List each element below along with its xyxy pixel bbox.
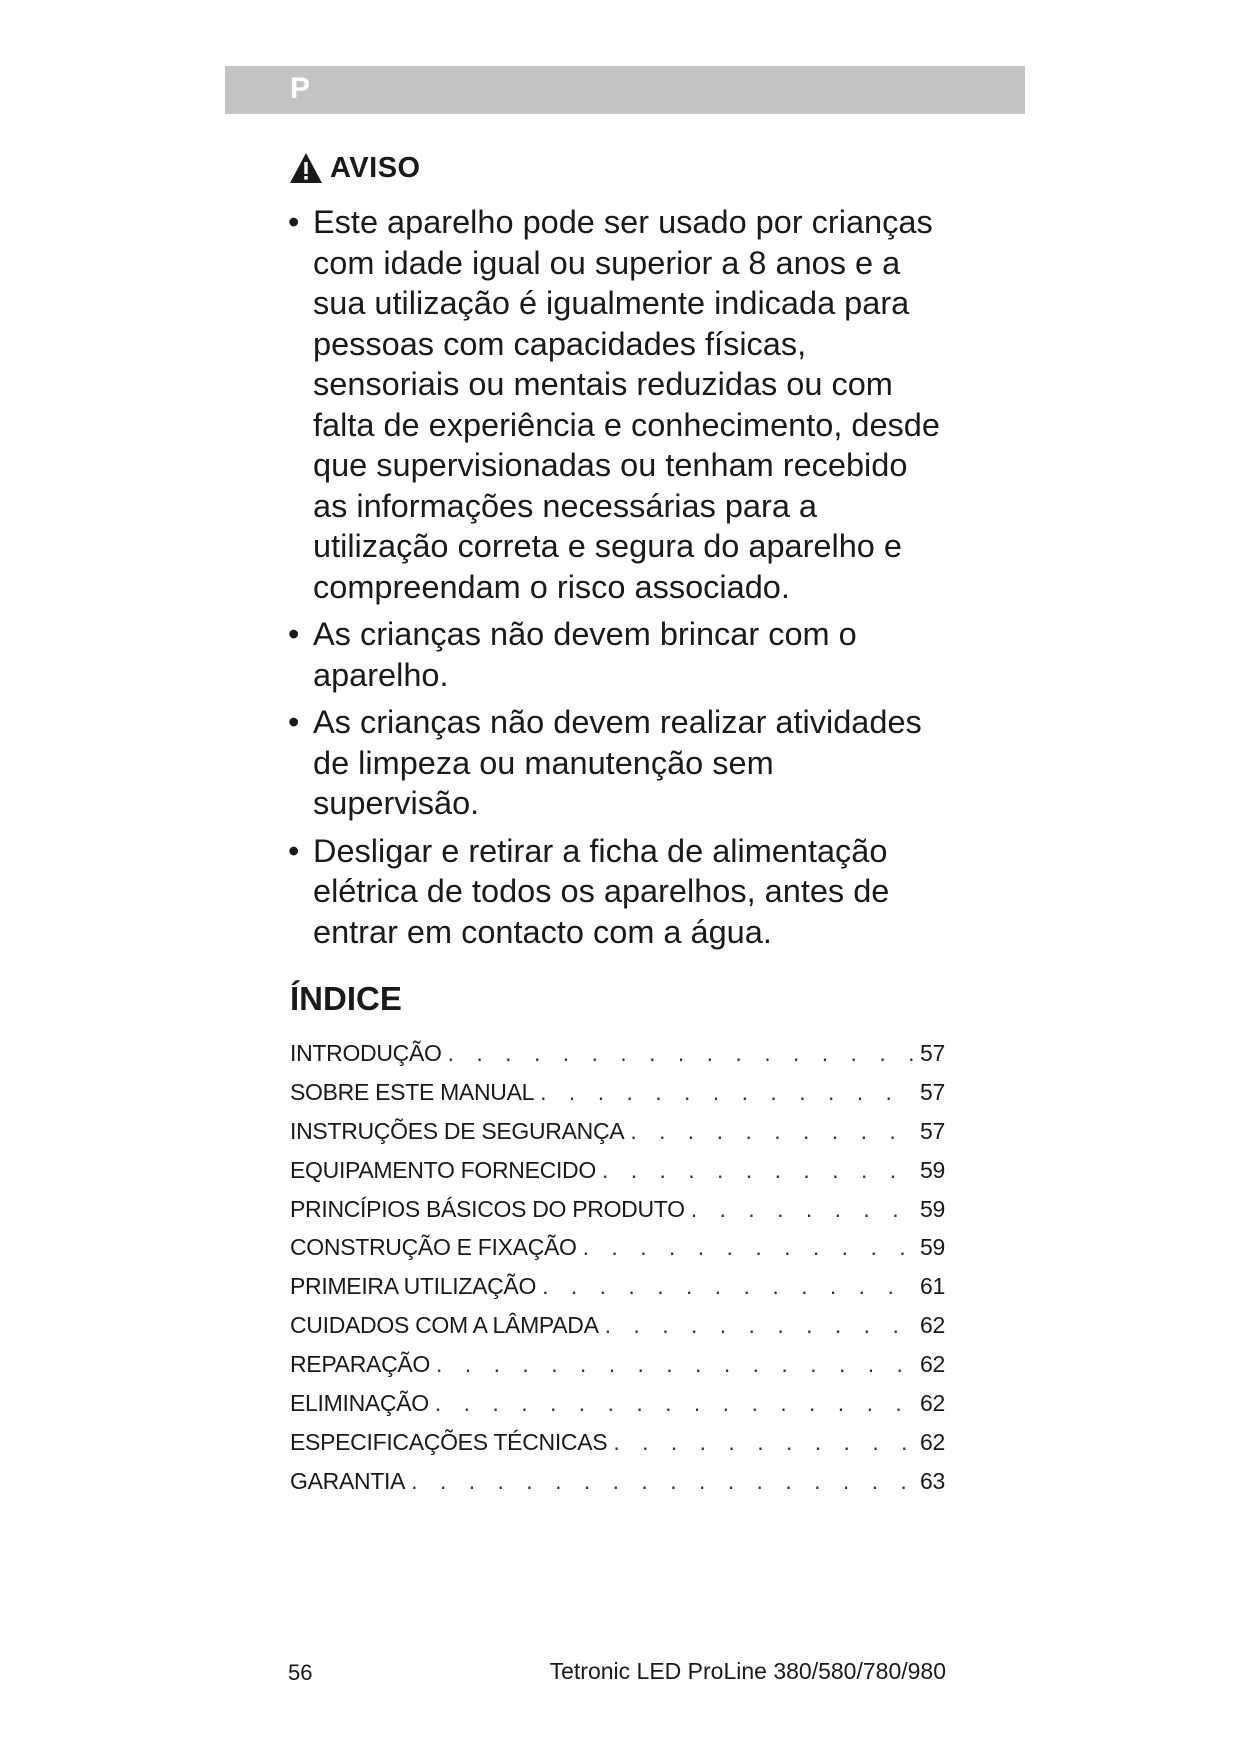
toc-leader	[411, 1462, 914, 1501]
language-letter: P	[290, 72, 311, 105]
toc-entry[interactable]	[290, 1190, 945, 1229]
language-bar	[225, 66, 1025, 114]
product-model: Tetronic LED ProLine 380/580/780/980	[549, 1658, 946, 1684]
toc-entry[interactable]	[290, 1034, 945, 1073]
toc-entry[interactable]	[290, 1345, 945, 1384]
toc-entry-label: PRINCÍPIOS BÁSICOS DO PRODUTO	[290, 1195, 685, 1222]
toc-entry-page: 62	[920, 1312, 945, 1339]
toc-leader	[435, 1384, 914, 1423]
toc-entry-page: 59	[920, 1195, 945, 1222]
bullet-icon: •	[288, 704, 300, 740]
warning-item	[288, 202, 948, 607]
table-of-contents	[290, 980, 945, 1501]
toc-entry[interactable]	[290, 1151, 945, 1190]
warning-item	[288, 702, 948, 824]
toc-entry-label: EQUIPAMENTO FORNECIDO	[290, 1156, 596, 1183]
toc-entry-label: INSTRUÇÕES DE SEGURANÇA	[290, 1117, 625, 1144]
warning-item-text: Desligar e retirar a ficha de alimentação elétrica de todos os aparelhos, antes de entrar em contacto com a água.	[313, 832, 890, 950]
toc-entry-label: GARANTIA	[290, 1467, 406, 1494]
toc-entry-label: CONSTRUÇÃO E FIXAÇÃO	[290, 1234, 577, 1261]
warning-triangle-icon	[288, 151, 324, 185]
toc-entry-label: ELIMINAÇÃO	[290, 1390, 429, 1417]
warning-item-text: Este aparelho pode ser usado por crianças com idade igual ou superior a 8 anos e a sua utilização é igualmente indicada para pessoas com capacidades físicas, sensoriais ou mentais reduzidas ou com falta de experiência e conhecimento, desde que supervisionadas ou tenham recebido as informações necessárias para a utilização correta e segura do aparelho e compreendam o risco associado.	[313, 204, 940, 605]
toc-leader	[542, 1267, 914, 1306]
toc-entry[interactable]	[290, 1228, 945, 1267]
toc-leader	[448, 1034, 914, 1073]
warning-item-text: As crianças não devem realizar atividades de limpeza ou manutenção sem supervisão.	[313, 704, 922, 821]
bullet-icon: •	[288, 616, 300, 652]
toc-entry-label: PRIMEIRA UTILIZAÇÃO	[290, 1273, 537, 1300]
toc-entry[interactable]	[290, 1267, 945, 1306]
warning-item-text: As crianças não devem brincar com o aparelho.	[313, 616, 857, 693]
warning-title	[288, 148, 948, 188]
toc-leader	[583, 1228, 914, 1267]
toc-entry-label: SOBRE ESTE MANUAL	[290, 1078, 535, 1105]
toc-entry-page: 59	[920, 1234, 945, 1261]
toc-entry-page: 59	[920, 1156, 945, 1183]
toc-entry-label: ESPECIFICAÇÕES TÉCNICAS	[290, 1428, 608, 1455]
toc-leader	[613, 1423, 914, 1462]
toc-entry-page: 61	[920, 1273, 945, 1300]
toc-entry[interactable]	[290, 1423, 945, 1462]
toc-entry[interactable]	[290, 1462, 945, 1501]
toc-entry-label: CUIDADOS COM A LÂMPADA	[290, 1312, 599, 1339]
toc-leader	[630, 1112, 914, 1151]
toc-title: ÍNDICE	[290, 980, 402, 1017]
bullet-icon: •	[288, 204, 300, 240]
bullet-icon: •	[288, 832, 300, 869]
toc-entry-page: 62	[920, 1351, 945, 1378]
toc-leader	[540, 1073, 914, 1112]
toc-entry[interactable]	[290, 1112, 945, 1151]
warning-section	[288, 148, 948, 959]
toc-entry-label: REPARAÇÃO	[290, 1351, 431, 1378]
toc-entry[interactable]	[290, 1073, 945, 1112]
page-number: 56	[288, 1660, 313, 1685]
warning-item	[288, 614, 948, 695]
toc-entry-page: 57	[920, 1117, 945, 1144]
toc-entry[interactable]	[290, 1384, 945, 1423]
toc-entry-page: 57	[920, 1078, 945, 1105]
toc-leader	[605, 1306, 914, 1345]
toc-entry-label: INTRODUÇÃO	[290, 1040, 442, 1066]
toc-entry[interactable]	[290, 1306, 945, 1345]
toc-leader	[691, 1190, 914, 1229]
toc-entry-page: 62	[920, 1390, 945, 1417]
toc-entry-page: 57	[920, 1040, 945, 1066]
toc-leader	[602, 1151, 914, 1190]
warning-item	[288, 831, 948, 953]
toc-entry-page: 62	[920, 1428, 945, 1455]
toc-entry-page: 63	[920, 1467, 945, 1494]
warning-list	[288, 202, 948, 952]
toc-leader	[436, 1345, 914, 1384]
warning-title-text: AVISO	[330, 151, 421, 184]
